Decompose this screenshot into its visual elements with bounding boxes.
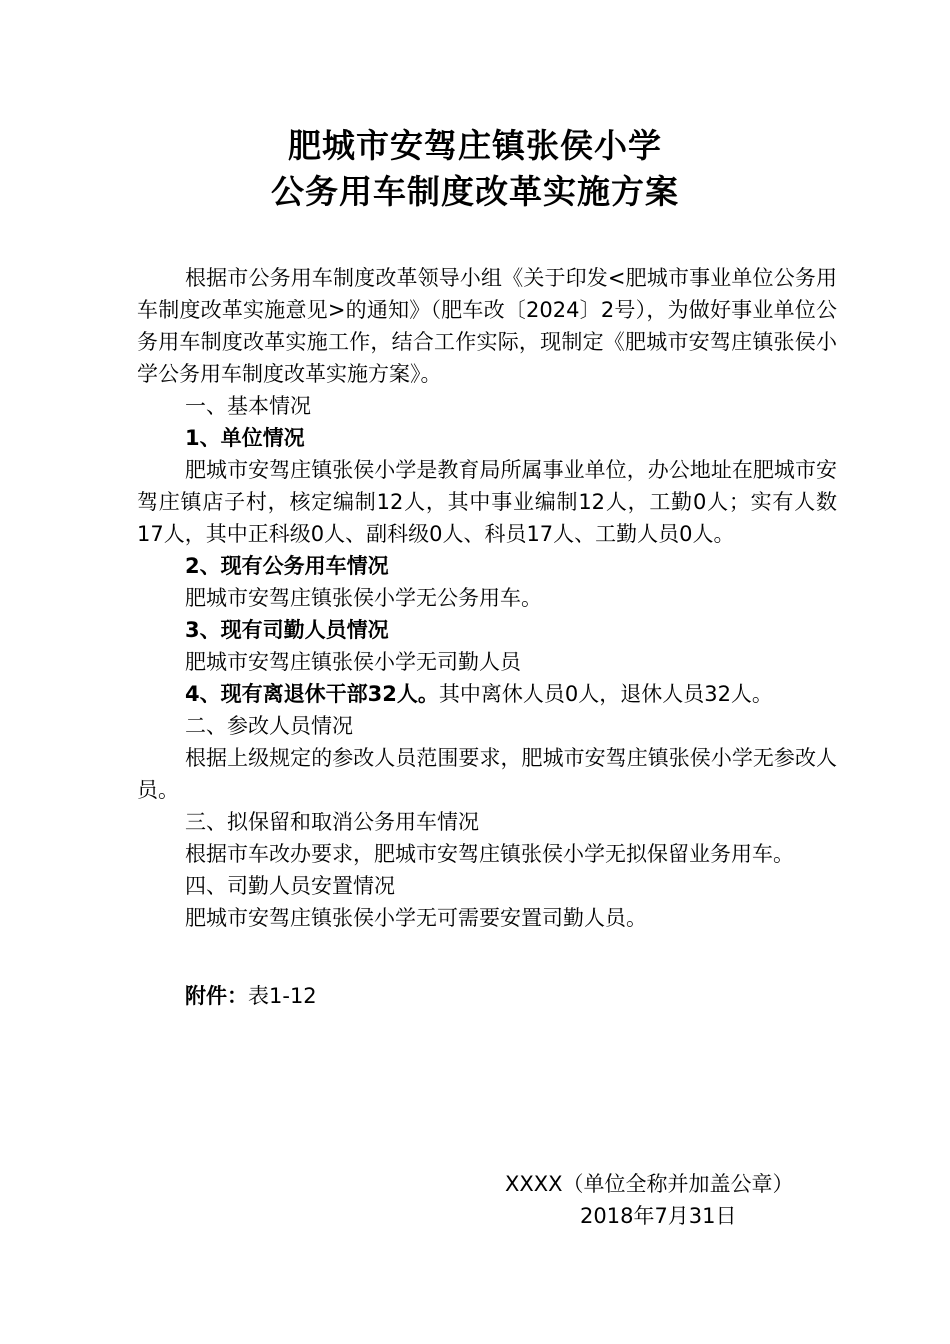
signature-date: 2018年7月31日 bbox=[580, 1204, 737, 1228]
section-1-sub-3-heading: 3、现有司勤人员情况 bbox=[185, 618, 389, 642]
section-2-text: 根据上级规定的参改人员范围要求，肥城市安驾庄镇张侯小学无参改人员。 bbox=[137, 746, 837, 802]
attachment-value: 表1-12 bbox=[248, 984, 317, 1008]
section-1-sub-1-text: 肥城市安驾庄镇张侯小学是教育局所属事业单位，办公地址在肥城市安驾庄镇店子村，核定编制12人，其中事业编制12人，工勤0人；实有人数17人，其中正科级0人、副科级0人、科员17人、工勤人员0人。 bbox=[137, 458, 837, 546]
section-1-sub-2-heading: 2、现有公务用车情况 bbox=[185, 554, 389, 578]
section-1-sub-1-heading: 1、单位情况 bbox=[185, 426, 305, 450]
section-3-text: 根据市车改办要求，肥城市安驾庄镇张侯小学无拟保留业务用车。 bbox=[185, 842, 794, 866]
signature-organization: XXXX（单位全称并加盖公章） bbox=[505, 1172, 794, 1196]
section-2-heading: 二、参改人员情况 bbox=[185, 714, 353, 738]
section-3-heading: 三、拟保留和取消公务用车情况 bbox=[185, 810, 479, 834]
section-1-sub-2-text: 肥城市安驾庄镇张侯小学无公务用车。 bbox=[185, 586, 542, 610]
section-4-text: 肥城市安驾庄镇张侯小学无可需要安置司勤人员。 bbox=[185, 906, 647, 930]
section-1-sub-4-heading: 4、现有离退休干部32人。 bbox=[185, 682, 439, 706]
attachment-line bbox=[137, 980, 837, 1012]
attachment-label: 附件： bbox=[185, 984, 248, 1008]
section-1-sub-4-text: 其中离休人员0人，退休人员32人。 bbox=[438, 682, 773, 706]
document-body bbox=[137, 262, 837, 1012]
section-1-sub-4-line bbox=[137, 678, 837, 710]
section-1-sub-3-text: 肥城市安驾庄镇张侯小学无司勤人员 bbox=[185, 650, 521, 674]
intro-paragraph: 根据市公务用车制度改革领导小组《关于印发<肥城市事业单位公务用车制度改革实施意见>的通知》（肥车改〔2024〕2号），为做好事业单位公务用车制度改革实施工作，结合工作实际，现制定《肥城市安驾庄镇张侯小学公务用车制度改革实施方案》。 bbox=[137, 266, 837, 386]
section-4-heading: 四、司勤人员安置情况 bbox=[185, 874, 395, 898]
document-title-line-1: 肥城市安驾庄镇张侯小学 bbox=[288, 126, 662, 165]
body-spacer bbox=[137, 934, 837, 980]
document-title-line-2: 公务用车制度改革实施方案 bbox=[271, 172, 679, 211]
section-1-heading: 一、基本情况 bbox=[185, 394, 311, 418]
